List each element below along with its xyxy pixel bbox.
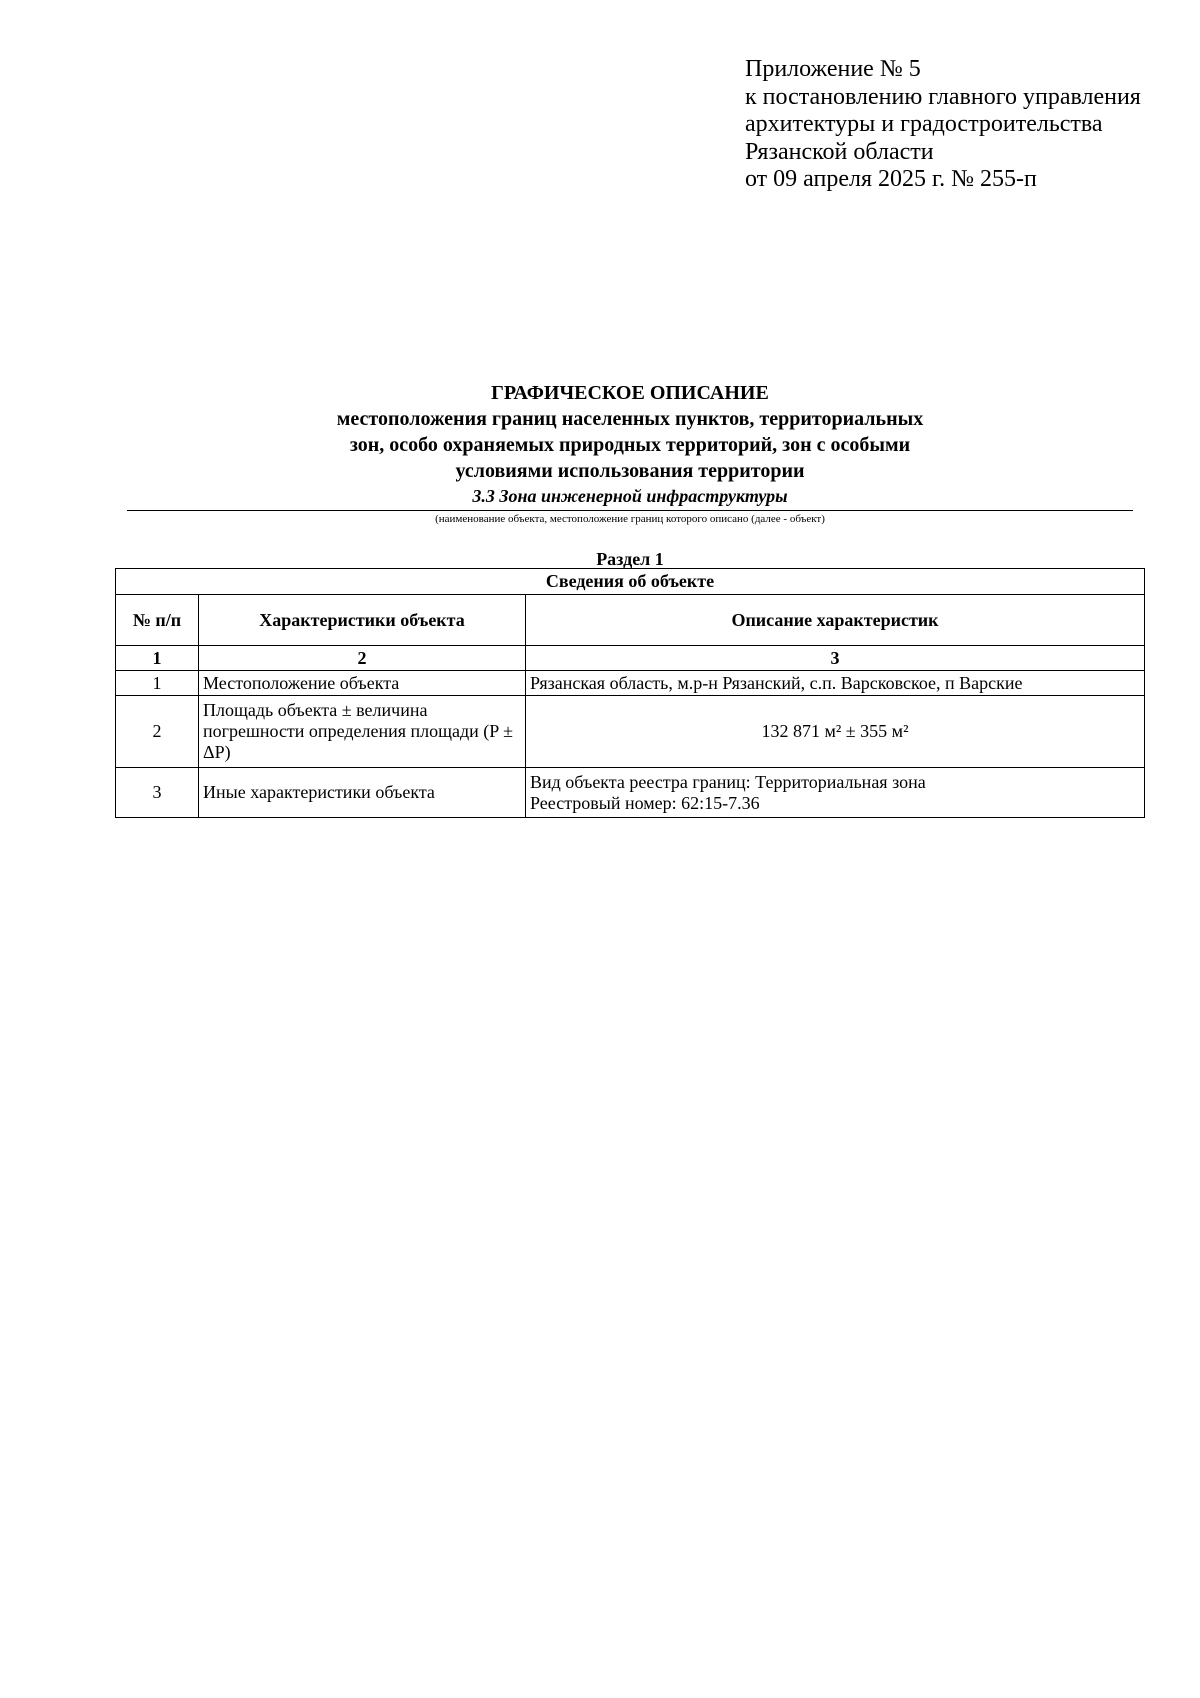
row-characteristic: Площадь объекта ± величина погрешности определения площади (P ± ΔP)	[199, 696, 526, 768]
document-title	[127, 380, 1133, 484]
table-caption: Сведения об объекте	[116, 569, 1145, 595]
title-line: зон, особо охраняемых природных территорий, зон с особыми	[349, 434, 911, 456]
column-number: 1	[116, 646, 199, 671]
row-description	[526, 768, 1145, 818]
header-characteristic: Характеристики объекта	[199, 595, 526, 646]
title-main: ГРАФИЧЕСКОЕ ОПИСАНИЕ	[491, 382, 769, 404]
column-number: 2	[199, 646, 526, 671]
appendix-date: от 09 апреля 2025 г. № 255-п	[745, 166, 1037, 192]
row-number: 1	[116, 671, 199, 696]
appendix-header	[745, 56, 1141, 194]
header-description: Описание характеристик	[526, 595, 1145, 646]
row-characteristic: Иные характеристики объекта	[199, 768, 526, 818]
table-row	[116, 696, 1145, 768]
appendix-number: Приложение № 5	[745, 56, 921, 82]
object-name: 3.3 Зона инженерной инфраструктуры	[472, 486, 788, 506]
appendix-line: Рязанской области	[745, 138, 934, 165]
table-row	[116, 671, 1145, 696]
object-name-underline	[127, 510, 1133, 511]
row-number: 2	[116, 696, 199, 768]
description-line: Реестровый номер: 62:15-7.36	[530, 792, 760, 813]
section-title: Раздел 1	[596, 549, 664, 569]
row-characteristic: Местоположение объекта	[199, 671, 526, 696]
row-description: 132 871 м² ± 355 м²	[526, 696, 1145, 768]
column-number: 3	[526, 646, 1145, 671]
object-info-table	[115, 568, 1145, 818]
table-row	[116, 768, 1145, 818]
title-line: местоположения границ населенных пунктов, территориальных	[336, 408, 924, 430]
table-caption-row	[116, 569, 1145, 595]
row-number: 3	[116, 768, 199, 818]
appendix-line: к постановлению главного управления	[745, 83, 1141, 110]
table-header-row	[116, 595, 1145, 646]
header-number: № п/п	[116, 595, 199, 646]
description-line: Вид объекта реестра границ: Территориальная зона	[530, 771, 926, 792]
object-name-caption: (наименование объекта, местоположение границ которого описано (далее - объект)	[435, 513, 825, 525]
column-number-row	[116, 646, 1145, 671]
title-line: условиями использования территории	[455, 460, 805, 482]
appendix-line: архитектуры и градостроительства	[745, 111, 1103, 137]
row-description: Рязанская область, м.р-н Рязанский, с.п. Варсковское, п Варские	[526, 671, 1145, 696]
